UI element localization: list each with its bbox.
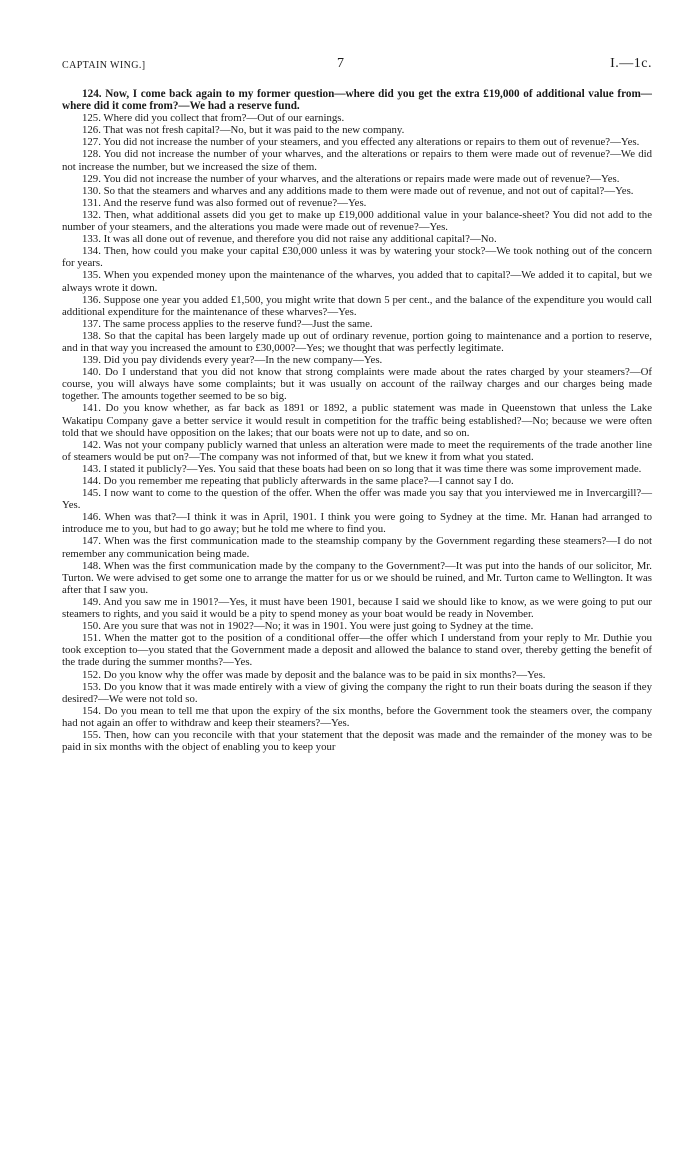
question-146: 146. When was that?—I think it was in April, 1901. I think you were going to Sydney at the time. Mr. Hanan had arranged to introduce me to you, but had to go away; but he told me where to find you.	[62, 511, 652, 536]
question-137: 137. The same process applies to the reserve fund?—Just the same.	[82, 317, 373, 330]
question-147: 147. When was the first communication made to the steamship company by the Government regarding these steamers?—I do not remember any communication being made.	[62, 535, 652, 560]
question-149: 149. And you saw me in 1901?—Yes, it must have been 1901, because I said we should like to know, as we were going to put our steamers to rights, and you said it would be a pity to spend money as your boat would be ready in November.	[62, 595, 652, 621]
question-128: 128. You did not increase the number of your wharves, and the alterations or repairs to them were made out of revenue?—We did not increase the number, but we increased the size of them.	[62, 148, 652, 173]
document-page	[62, 54, 652, 753]
question-144: 144. Do you remember me repeating that publicly afterwards in the same place?—I cannot say I do.	[82, 475, 514, 487]
question-134: 134. Then, how could you make your capital £30,000 unless it was by watering your stock?—We took nothing out of the concern for years.	[62, 245, 652, 270]
question-151: 151. When the matter got to the position of a conditional offer—the offer which I understand from your reply to Mr. Duthie you took exception to—you stated that the Government made a deposit and allowed the balance to stand over, thereby getting the benefit of the trade during the summer months?—Yes.	[62, 632, 652, 669]
question-155: 155. Then, how can you reconcile with that your statement that the deposit was made and the remainder of the money was to be paid in six months with the object of enabling you to keep your	[62, 728, 652, 754]
question-150: 150. Are you sure that was not in 1902?—No; it was in 1901. You were just going to Sydney at the time.	[82, 620, 534, 633]
question-127: 127. You did not increase the number of your steamers, and you effected any alterations or repairs to them out of revenue?—Yes.	[82, 136, 640, 149]
question-153: 153. Do you know that it was made entirely with a view of giving the company the right to run their boats during the season if they desired?—We were not told so.	[62, 680, 652, 705]
question-124: 124. Now, I come back again to my former question—where did you get the extra £19,000 of additional value from—where did it come from?—We had a reserve fund.	[62, 88, 652, 113]
question-131: 131. And the reserve fund was also formed out of revenue?—Yes.	[82, 196, 367, 209]
page-number: 7	[337, 56, 344, 71]
document-reference: I.—1c.	[610, 56, 652, 71]
question-143: 143. I stated it publicly?—Yes. You said that these boats had been on so long that it was time there was some improvement made.	[82, 462, 642, 475]
evidence-body	[62, 88, 652, 753]
question-154: 154. Do you mean to tell me that upon the expiry of the six months, before the Government took the steamers over, the company had not again an offer to withdraw and keep their steamers?—Yes.	[62, 704, 652, 729]
question-136: 136. Suppose one year you added £1,500, you might write that down 5 per cent., and the balance of the expenditure you would call additional expenditure for the maintenance of these wharves?—Yes.	[62, 293, 652, 318]
question-142: 142. Was not your company publicly warned that unless an alteration were made to meet the requirements of the trade another line of steamers would be put on?—The company was not informed of that, but we knew it from what you stated.	[62, 438, 652, 463]
question-125: 125. Where did you collect that from?—Out of our earnings.	[82, 112, 345, 125]
question-139: 139. Did you pay dividends every year?—In the new company—Yes.	[82, 354, 383, 367]
question-133: 133. It was all done out of revenue, and therefore you did not raise any additional capital?—No.	[82, 233, 497, 246]
question-152: 152. Do you know why the offer was made by deposit and the balance was to be paid in six months?—Yes.	[82, 668, 546, 681]
question-138: 138. So that the capital has been largely made up out of ordinary revenue, portion going to maintenance and a portion to reserve, and in that way you increased the amount to £30,000?—Yes; we thought that was perfectly legitimate.	[62, 329, 652, 354]
question-132: 132. Then, what additional assets did you get to make up £19,000 additional value in your balance-sheet? You did not add to the number of your steamers, and the alterations you made were made out of revenue?—Yes.	[62, 208, 652, 234]
running-head: CAPTAIN WING.]	[62, 60, 146, 71]
question-148: 148. When was the first communication made by the company to the Government?—It was put into the hands of our solicitor, Mr. Turton. We were advised to get some one to arrange the matter for us or we should be ruined, and Mr. Turton came to Wellington. It was after that I saw you.	[62, 559, 652, 596]
page-header	[62, 54, 652, 80]
question-129: 129. You did not increase the number of your wharves, and the alterations or repairs made were made out of revenue?—Yes.	[82, 172, 620, 185]
question-135: 135. When you expended money upon the maintenance of the wharves, you added that to capital?—We added it to capital, but we always wrote it down.	[62, 269, 652, 294]
question-140: 140. Do I understand that you did not know that strong complaints were made about the rates charged by your steamers?—Of course, you will always have some complaints; but it was usually on account of the railway charges and our charges being made together. The amounts together seemed to be so big.	[62, 366, 652, 403]
question-141: 141. Do you know whether, as far back as 1891 or 1892, a public statement was made in Queenstown that unless the Lake Wakatipu Company gave a better service it would result in competition for the traffic being established?—No; because we were often told that we should have opposition on the lakes; that our boats were not up to date, and so on.	[62, 402, 652, 439]
question-145: 145. I now want to come to the question of the offer. When the offer was made you say that you interviewed me in Invercargill?—Yes.	[62, 487, 652, 512]
question-130: 130. So that the steamers and wharves and any additions made to them were made out of revenue, and not out of capital?—Yes.	[82, 184, 634, 197]
question-126: 126. That was not fresh capital?—No, but it was paid to the new company.	[82, 124, 405, 137]
